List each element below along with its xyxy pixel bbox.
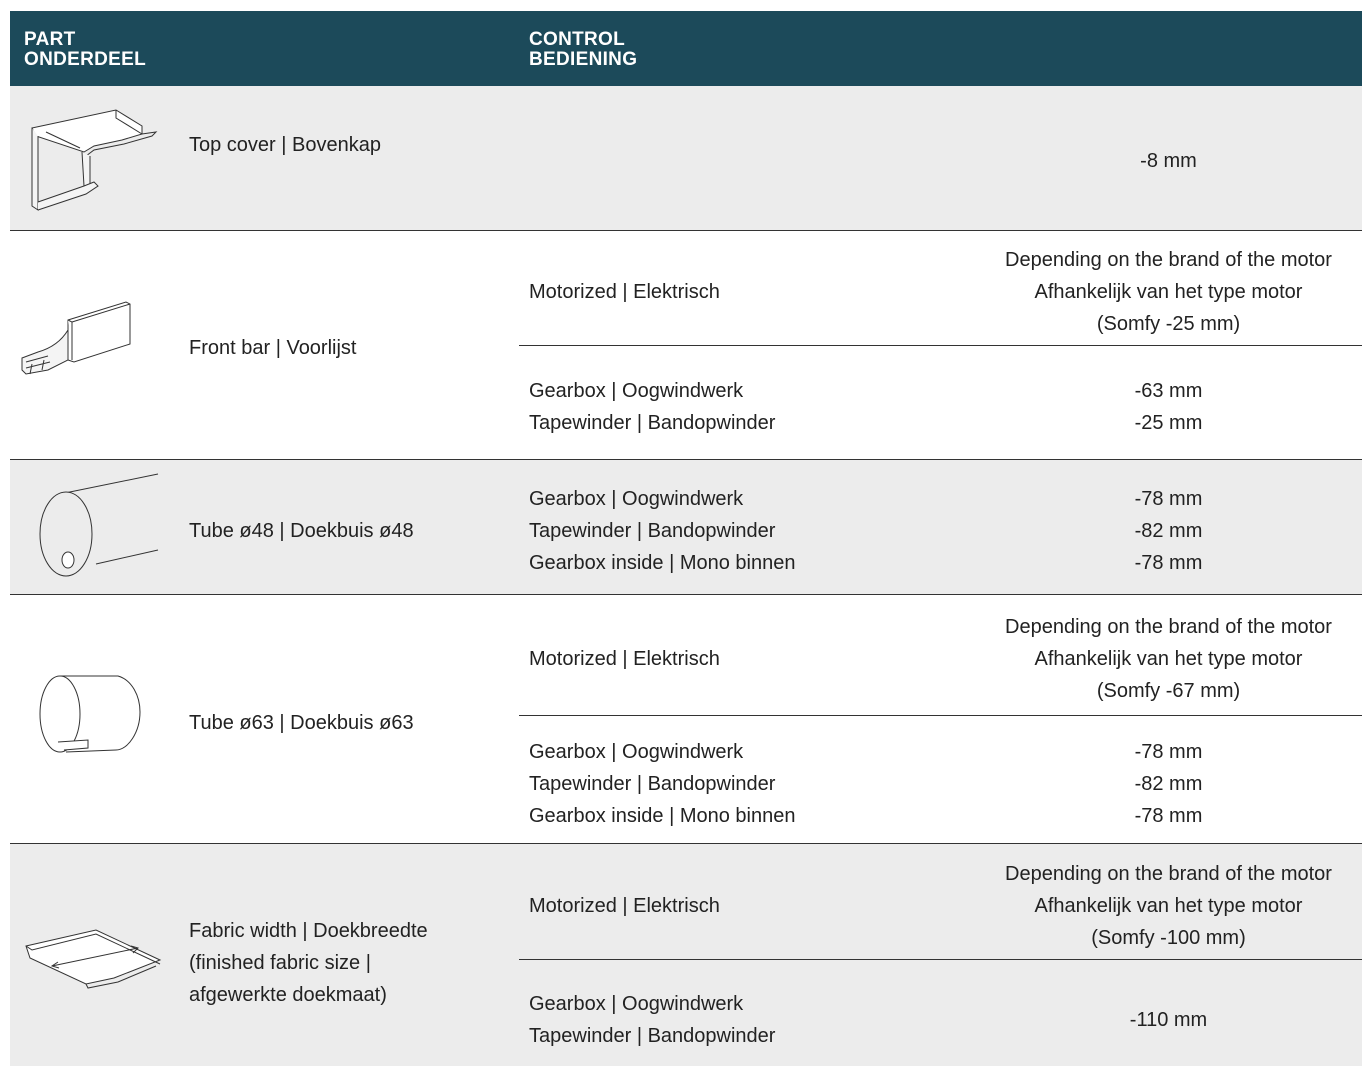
part-label: Fabric width | Doekbreedte [189, 920, 428, 942]
part-label-block [189, 915, 428, 1011]
control-label: Gearbox | Oogwindwerk [529, 741, 744, 763]
deduction-value-list [975, 483, 1362, 579]
part-label: Tube ø63 | Doekbuis ø63 [189, 712, 414, 734]
control-label: Gearbox | Oogwindwerk [529, 993, 744, 1015]
control-label-list [529, 988, 775, 1052]
control-label: Gearbox | Oogwindwerk [529, 380, 744, 402]
row-divider [10, 230, 1362, 231]
deduction-value: -8 mm [1140, 150, 1197, 172]
column-header-part [24, 30, 146, 70]
control-label: Gearbox | Oogwindwerk [529, 488, 744, 510]
deduction-note-nl: Afhankelijk van het type motor [1034, 895, 1303, 917]
row-divider [10, 459, 1362, 460]
deduction-value: -78 mm [1134, 741, 1203, 763]
control-label: Gearbox inside | Mono binnen [529, 805, 796, 827]
control-label: Motorized | Elektrisch [529, 648, 720, 670]
deduction-note-en: Depending on the brand of the motor [1005, 616, 1332, 638]
part-label-note: afgewerkte doekmaat) [189, 984, 387, 1006]
deduction-note-nl: Afhankelijk van het type motor [1034, 648, 1303, 670]
deduction-value [975, 858, 1362, 954]
deduction-note-en: Depending on the brand of the motor [1005, 863, 1332, 885]
deduction-note-en: Depending on the brand of the motor [1005, 249, 1332, 271]
control-label: Motorized | Elektrisch [529, 281, 720, 303]
control-label: Tapewinder | Bandopwinder [529, 773, 776, 795]
front-bar-icon [18, 300, 136, 380]
deduction-value [975, 244, 1362, 340]
deduction-value: -78 mm [1134, 488, 1203, 510]
tube-48-icon [36, 470, 160, 580]
part-label: Top cover | Bovenkap [189, 134, 381, 156]
deduction-value: -82 mm [1134, 520, 1203, 542]
deduction-note-somfy: (Somfy -67 mm) [1096, 680, 1241, 702]
row-divider [10, 594, 1362, 595]
part-label: Tube ø48 | Doekbuis ø48 [189, 520, 414, 542]
part-label: Front bar | Voorlijst [189, 337, 357, 359]
deduction-note-somfy: (Somfy -25 mm) [1096, 313, 1241, 335]
deduction-value: -82 mm [1134, 773, 1203, 795]
deduction-value-list [975, 736, 1362, 832]
sub-row-divider [519, 345, 1362, 346]
control-label-list [529, 375, 775, 439]
column-header-part-en: PART [24, 29, 76, 50]
deduction-value: -78 mm [1134, 552, 1203, 574]
part-label-note: (finished fabric size | [189, 952, 371, 974]
top-cover-icon [24, 106, 162, 216]
deduction-value-list [975, 375, 1362, 439]
deduction-value [975, 611, 1362, 707]
deduction-value: -110 mm [1129, 1009, 1208, 1031]
control-label: Tapewinder | Bandopwinder [529, 412, 776, 434]
control-label: Tapewinder | Bandopwinder [529, 520, 776, 542]
control-label: Tapewinder | Bandopwinder [529, 1025, 776, 1047]
deduction-value: -63 mm [1134, 380, 1203, 402]
column-header-control-nl: BEDIENING [529, 49, 638, 70]
row-divider [10, 843, 1362, 844]
deduction-value: -25 mm [1134, 412, 1203, 434]
column-header-control-en: CONTROL [529, 29, 626, 50]
fabric-width-icon [22, 924, 164, 990]
control-label: Motorized | Elektrisch [529, 895, 720, 917]
sub-row-divider [519, 715, 1362, 716]
control-label-list [529, 736, 795, 832]
column-header-control [529, 30, 637, 70]
tube-63-icon [36, 668, 142, 760]
column-header-part-nl: ONDERDEEL [24, 49, 146, 70]
control-label-list [529, 483, 795, 579]
deduction-note-nl: Afhankelijk van het type motor [1034, 281, 1303, 303]
sub-row-divider [519, 959, 1362, 960]
control-label: Gearbox inside | Mono binnen [529, 552, 796, 574]
deduction-note-somfy: (Somfy -100 mm) [1091, 927, 1246, 949]
table-header [10, 11, 1362, 86]
deduction-value: -78 mm [1134, 805, 1203, 827]
